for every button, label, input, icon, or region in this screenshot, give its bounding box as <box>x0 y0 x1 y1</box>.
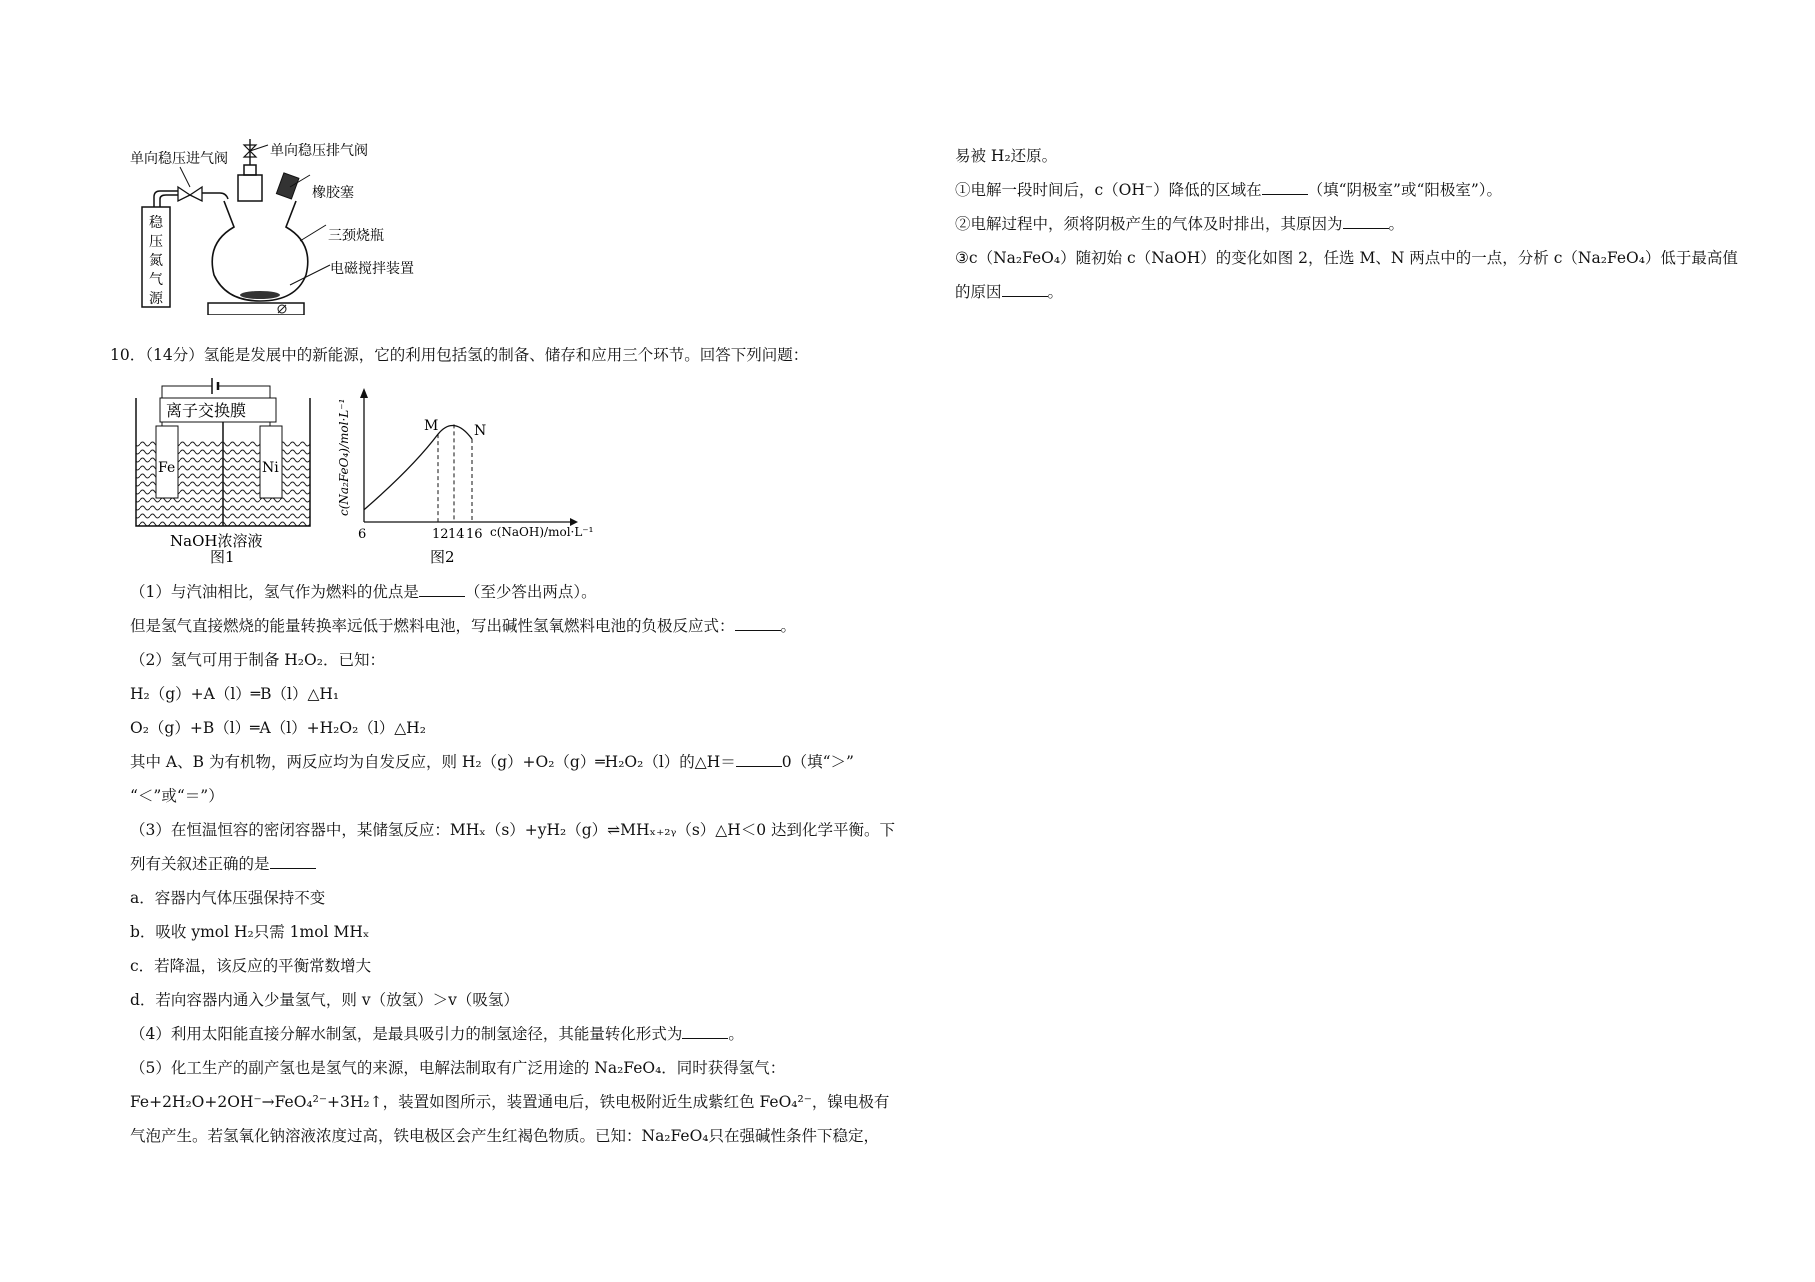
right-line-4 <box>955 280 1063 302</box>
p1-text-a: （1）与汽油相比，氢气作为燃料的优点是 <box>130 583 419 601</box>
fig2-ylabel: c(Na₂FeO₄)/mol·L⁻¹ <box>337 398 351 516</box>
q10-heading: 10．（14分）氢能是发展中的新能源，它的利用包括氢的制备、储存和应用三个环节。回答下列问题： <box>110 346 809 364</box>
r1-text-b: （填“阴极室”或“阳极室”）。 <box>1307 181 1503 199</box>
p4-text-a: （4）利用太阳能直接分解水制氢，是最具吸引力的制氢途径，其能量转化形式为 <box>130 1025 683 1043</box>
option-c: c．若降温，该反应的平衡常数增大 <box>130 957 372 975</box>
fig2-x-tick-label: 14 <box>448 527 465 542</box>
figure-1-cell <box>130 376 330 566</box>
answer-blank-6[interactable] <box>1262 180 1308 195</box>
answer-blank-5[interactable] <box>682 1024 728 1039</box>
fig2-x-tick-label: 12 <box>432 527 449 542</box>
r4-text-b: 。 <box>1047 283 1064 301</box>
q10-part3-line2 <box>130 852 316 874</box>
q10-part5-line3: 气泡产生。若氢氧化钠溶液浓度过高，铁电极区会产生红褐色物质。已知：Na₂FeO₄只在强碱性条件下稳定， <box>130 1127 880 1145</box>
answer-blank-8[interactable] <box>1002 282 1048 297</box>
q10-part2: （2）氢气可用于制备 H₂O₂．已知： <box>130 651 385 669</box>
fig2-xlabel: c(NaOH)/mol·L⁻¹ <box>490 525 594 539</box>
fig2-point-label-n: N <box>474 423 487 440</box>
label-stirrer: 电磁搅拌装置 <box>330 261 414 277</box>
source-char-4: 源 <box>149 291 163 307</box>
fig2-caption: 图2 <box>430 548 455 566</box>
r4-text-a: 的原因 <box>955 283 1002 301</box>
q10-part5-line1: （5）化工生产的副产氢也是氢气的来源，电解法制取有广泛用途的 Na₂FeO₄．同时获得氢气： <box>130 1059 786 1077</box>
right-line-3: ③c（Na₂FeO₄）随初始 c（NaOH）的变化如图 2，任选 M、N 两点中的一点，分析 c（Na₂FeO₄）低于最高值 <box>955 249 1738 267</box>
apparatus-figure <box>120 135 440 315</box>
q10-eq2: O₂（g）+B（l）═A（l）+H₂O₂（l）△H₂ <box>130 719 426 737</box>
source-char-1: 压 <box>149 234 163 250</box>
fig1-caption: 图1 <box>210 548 235 566</box>
stir-plate <box>208 303 304 315</box>
fig2-series-line <box>364 425 472 509</box>
fe-electrode-label: Fe <box>158 460 176 476</box>
answer-blank-2[interactable] <box>735 616 781 631</box>
q10-part1-line2 <box>130 614 796 636</box>
p4-text-b: 。 <box>728 1025 744 1043</box>
right-line-1 <box>955 178 1502 200</box>
option-b: b．吸收 ymol H₂只需 1mol MHₓ <box>130 923 370 941</box>
q10-part1-line1 <box>130 580 597 602</box>
p2-text-c: 0（填“＞” <box>781 753 854 771</box>
inlet-valve-icon <box>178 187 202 201</box>
q10-part3-line1: （3）在恒温恒容的密闭容器中，某储氢反应：MHₓ（s）+yH₂（g）⇌MHₓ₊₂ᵧ（s）△H＜0 达到化学平衡。下 <box>130 821 896 839</box>
q10-eq1: H₂（g）+A（l）═B（l）△H₁ <box>130 685 340 703</box>
q10-part2-question <box>130 750 854 772</box>
answer-blank-1[interactable] <box>419 582 465 597</box>
option-d: d．若向容器内通入少量氢气，则 v（放氢）＞v（吸氢） <box>130 991 519 1009</box>
source-char-0: 稳 <box>149 215 163 231</box>
fig1-solution-label: NaOH浓溶液 <box>170 532 263 550</box>
three-neck-flask <box>212 201 308 301</box>
q10-part5-line2: Fe+2H₂O+2OH⁻→FeO₄²⁻+3H₂↑，装置如图所示，装置通电后，铁电极附近生成紫红色 FeO₄²⁻，镍电极有 <box>130 1093 890 1111</box>
fig2-x-tick-label: 6 <box>358 527 367 542</box>
r2-text-a: ②电解过程中，须将阴极产生的气体及时排出，其原因为 <box>955 215 1343 233</box>
label-flask: 三颈烧瓶 <box>328 228 384 244</box>
ni-electrode-label: Ni <box>262 460 279 476</box>
q10-part2-cont: “＜”或“＝”） <box>130 787 224 805</box>
p3-text-b: 列有关叙述正确的是 <box>130 855 270 873</box>
figure-2-chart <box>330 386 600 566</box>
answer-blank-7[interactable] <box>1343 214 1389 229</box>
source-char-2: 氮 <box>149 253 163 269</box>
label-outlet-valve: 单向稳压排气阀 <box>270 143 368 159</box>
r2-text-b: 。 <box>1388 215 1405 233</box>
p2-text-b: 其中 A、B 为有机物，两反应均为自发反应，则 H₂（g）+O₂（g）═H₂O₂（l）的△H＝ <box>130 753 736 771</box>
option-a: a．容器内气体压强保持不变 <box>130 889 326 907</box>
r1-text-a: ①电解一段时间后，c（OH⁻）降低的区域在 <box>955 181 1262 199</box>
fig2-x-tick-label: 16 <box>466 527 483 542</box>
fig2-point-label-m: M <box>424 418 439 435</box>
fig1-membrane-label: 离子交换膜 <box>166 401 247 420</box>
p1-text-b: （至少答出两点）。 <box>464 583 597 601</box>
label-stopper: 橡胶塞 <box>312 185 354 201</box>
p1-text-c: 但是氢气直接燃烧的能量转换率远低于燃料电池，写出碱性氢氧燃料电池的负极反应式： <box>130 617 735 635</box>
right-line-2 <box>955 212 1404 234</box>
answer-blank-3[interactable] <box>736 752 782 767</box>
p1-text-d: 。 <box>780 617 797 635</box>
q10-part4 <box>130 1022 744 1044</box>
source-char-3: 气 <box>149 272 163 288</box>
label-inlet-valve: 单向稳压进气阀 <box>130 151 228 167</box>
answer-blank-4[interactable] <box>270 854 316 869</box>
right-line-0: 易被 H₂还原。 <box>955 147 1058 165</box>
